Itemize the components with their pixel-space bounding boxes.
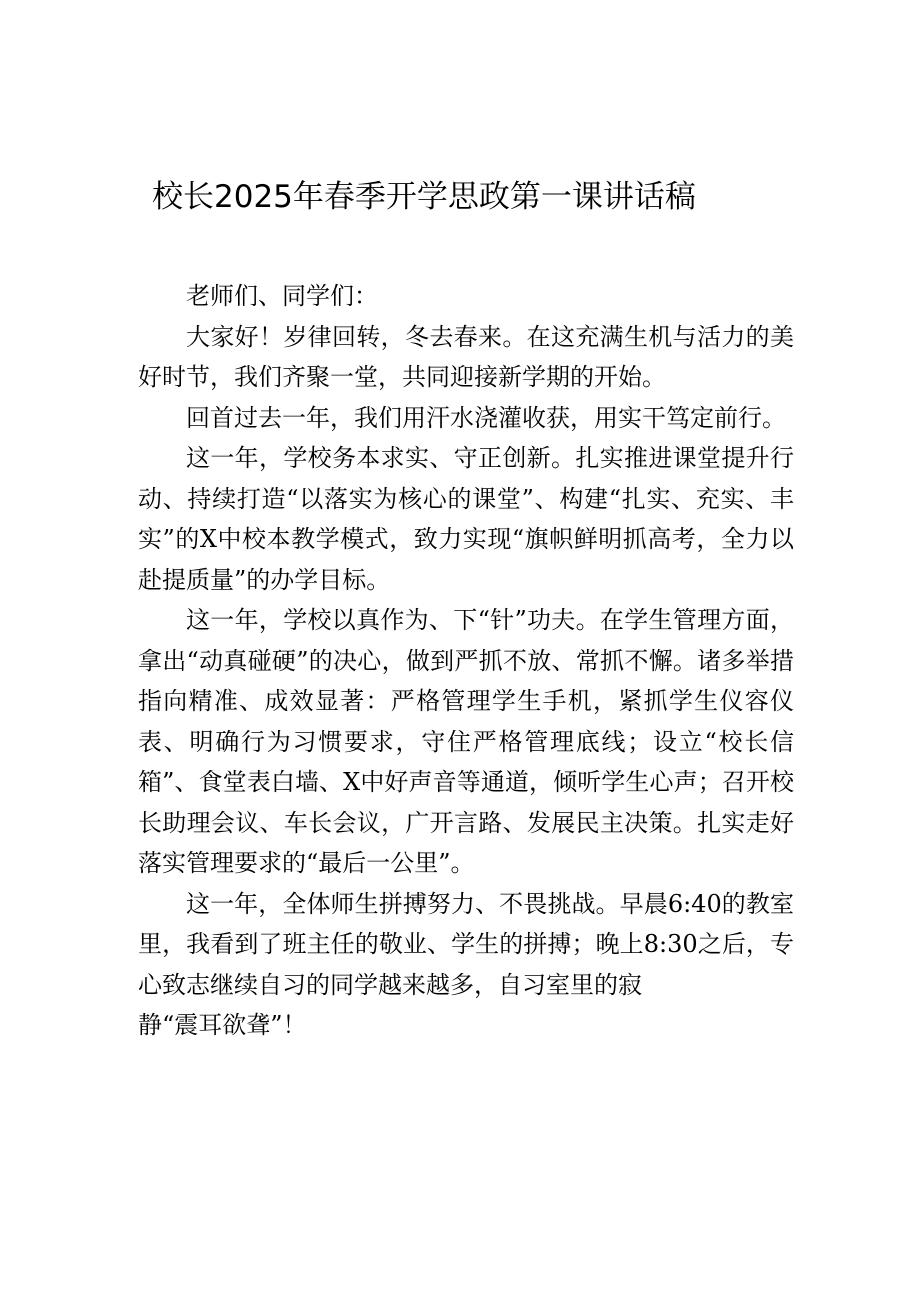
paragraph-continuation: 静“震耳欲聋”！ <box>138 1011 307 1039</box>
document-title: 校长2025年春季开学思政第一课讲话稿 <box>152 179 696 215</box>
paragraph-greeting: 大家好！岁律回转，冬去春来。在这充满生机与活力的美好时节，我们齐聚一堂，共同迎接新学期的开始。 <box>138 322 794 391</box>
paragraph-effort: 这一年，全体师生拼搏努力、不畏挑战。早晨6:40的教室里，我看到了班主任的敬业、学生的拼搏；晚上8:30之后，专心致志继续自习的同学越来越多，自习室里的寂 <box>138 889 794 999</box>
paragraph-management: 这一年，学校以真作为、下“针”功夫。在学生管理方面，拿出“动真碰硬”的决心，做到严抓不放、常抓不懈。诸多举措指向精准、成效显著：严格管理学生手机，紧抓学生仪容仪表、明确行为习惯要求，守住严格管理底线；设立“校长信箱”、食堂表白墙、X中好声音等通道，倾听学生心声；召开校长助理会议、车长会议，广开言路、发展民主决策。扎实走好落实管理要求的“最后一公里”。 <box>138 606 794 877</box>
paragraph-review: 回首过去一年，我们用汗水浇灌收获，用实干笃定前行。 <box>186 403 786 432</box>
document-body <box>138 276 794 1046</box>
paragraph-teaching: 这一年，学校务本求实、守正创新。扎实推进课堂提升行动、持续打造“以落实为核心的课堂”、构建“扎实、充实、丰实”的X中校本教学模式，致力实现“旗帜鲜明抓高考，全力以赴提质量”的办学目标。 <box>138 444 794 594</box>
salutation: 老师们、同学们： <box>186 282 378 310</box>
